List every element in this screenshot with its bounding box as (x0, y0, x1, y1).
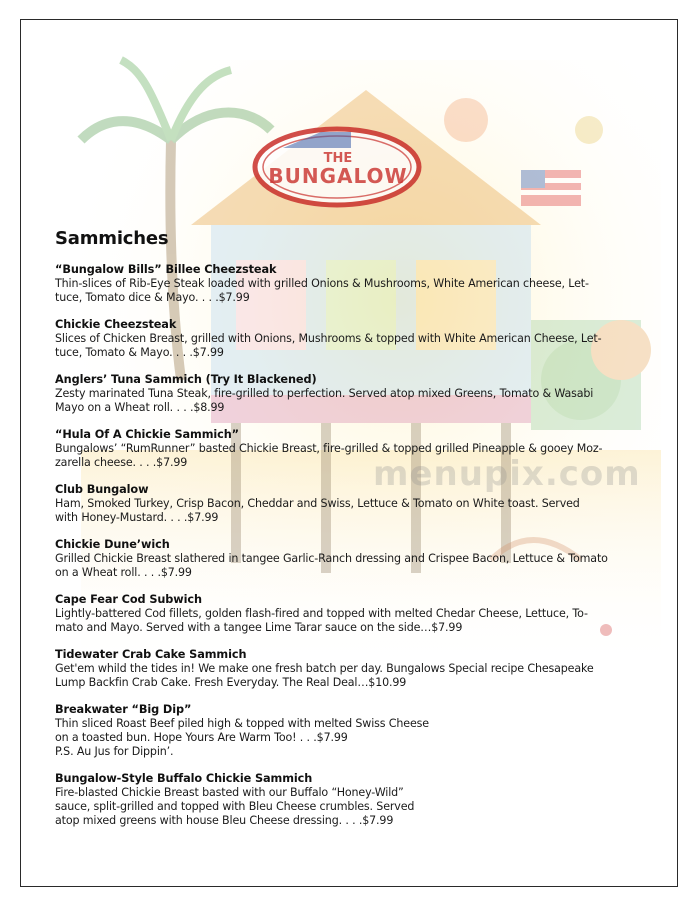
item-description: Lightly-battered Cod fillets, golden flash-fired and topped with melted Chedar Cheese, Lettuce, To- mato and Mayo. Served with a tangee Lime Tarar sauce on the side…$7.99 (55, 607, 588, 634)
item-name: “Bungalow Bills” Billee Cheezsteak (55, 263, 277, 276)
menu-item (55, 483, 655, 525)
item-description: Thin sliced Roast Beef piled high & topped with melted Swiss Cheese on a toasted bun. Hope Yours Are Warm Too! . . .$7.99 P.S. Au Jus for Dippin’. (55, 717, 429, 758)
item-name: Tidewater Crab Cake Sammich (55, 648, 247, 661)
item-description: Slices of Chicken Breast, grilled with Onions, Mushrooms & topped with White American Cheese, Let- tuce, Tomato & Mayo. . . .$7.99 (55, 332, 602, 359)
menu-item (55, 263, 655, 305)
svg-text:THE: THE (323, 151, 353, 166)
item-name: Cape Fear Cod Subwich (55, 593, 202, 606)
menu-item (55, 428, 655, 470)
item-name: Bungalow-Style Buffalo Chickie Sammich (55, 772, 313, 785)
item-description: Get'em whild the tides in! We make one fresh batch per day. Bungalows Special recipe Chesapeake Lump Backfin Crab Cake. Fresh Everyday. The Real Deal…$10.99 (55, 662, 594, 689)
menu-item (55, 648, 655, 690)
menu-page (20, 19, 678, 887)
item-name: “Hula Of A Chickie Sammich” (55, 428, 239, 441)
svg-text:BUNGALOW: BUNGALOW (268, 164, 408, 188)
item-name: Anglers’ Tuna Sammich (Try It Blackened) (55, 373, 317, 386)
item-name: Chickie Dune’wich (55, 538, 170, 551)
item-description: Zesty marinated Tuna Steak, fire-grilled to perfection. Served atop mixed Greens, Tomato & Wasabi Mayo on a Wheat roll. . . .$8.99 (55, 387, 594, 414)
watermark: menupix.com (373, 454, 641, 494)
section-title: Sammiches (55, 228, 169, 249)
menu-item (55, 703, 655, 759)
item-name: Club Bungalow (55, 483, 149, 496)
bungalow-logo (255, 129, 419, 205)
item-description: Grilled Chickie Breast slathered in tangee Garlic-Ranch dressing and Crispee Bacon, Lettuce & Tomato on a Wheat roll. . . .$7.99 (55, 552, 608, 579)
item-description: Fire-blasted Chickie Breast basted with our Buffalo “Honey-Wild” sauce, split-grilled and topped with Bleu Cheese crumbles. Served atop mixed greens with house Bleu Cheese dressing. . . .$7.99 (55, 786, 415, 827)
menu-item (55, 772, 655, 828)
menu-item (55, 373, 655, 415)
menu-item (55, 593, 655, 635)
item-name: Breakwater “Big Dip” (55, 703, 192, 716)
menu-item (55, 538, 655, 580)
item-name: Chickie Cheezsteak (55, 318, 177, 331)
item-description: Ham, Smoked Turkey, Crisp Bacon, Cheddar and Swiss, Lettuce & Tomato on White toast. Served with Honey-Mustard. . . .$7.99 (55, 497, 580, 524)
item-description: Bungalows’ “RumRunner” basted Chickie Breast, fire-grilled & topped grilled Pineapple & gooey Moz- zarella cheese. . . .$7.99 (55, 442, 603, 469)
item-description: Thin-slices of Rib-Eye Steak loaded with grilled Onions & Mushrooms, White American cheese, Let- tuce, Tomato dice & Mayo. . . .$7.99 (55, 277, 589, 304)
menu-item (55, 318, 655, 360)
menu-content (55, 228, 655, 841)
